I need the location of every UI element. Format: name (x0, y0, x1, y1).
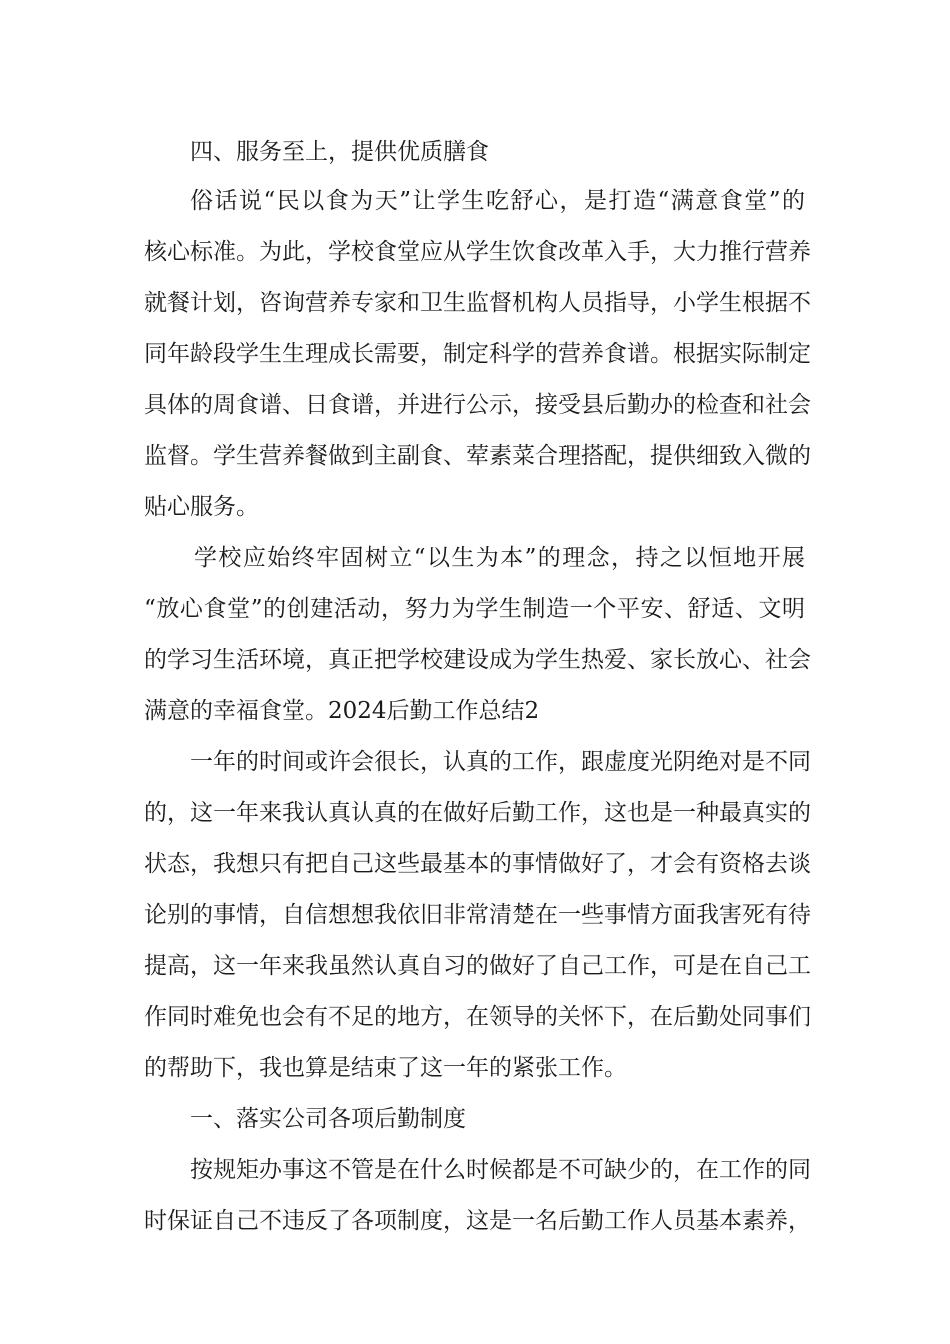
paragraph-line: 学校应始终牢固树立“以生为本”的理念，持之以恒地开展 (194, 545, 805, 571)
paragraph-line: 核心标准。为此，学校食堂应从学生饮食改革入手，大力推行营养 (144, 239, 811, 265)
section-heading-1: 一、落实公司各项后勤制度 (190, 1106, 466, 1132)
paragraph-line: 的学习生活环境，真正把学校建设成为学生热爱、家长放心、社会 (144, 647, 811, 673)
section-heading-4: 四、服务至上，提供优质膳食 (190, 139, 489, 165)
paragraph-line: 的帮助下，我也算是结束了这一年的紧张工作。 (144, 1055, 627, 1081)
paragraph-line: 贴心服务。 (144, 494, 259, 520)
paragraph-line: 监督。学生营养餐做到主副食、荤素菜合理搭配，提供细致入微的 (144, 443, 811, 469)
paragraph-line: 俗话说“民以食为天”让学生吃舒心，是打造“满意食堂”的 (190, 188, 805, 214)
paragraph-line: 按规矩办事这不管是在什么时候都是不可缺少的，在工作的同 (190, 1157, 811, 1183)
paragraph-line: 论别的事情，自信想想我依旧非常清楚在一些事情方面我害死有待 (144, 902, 811, 928)
paragraph-line: 提高，这一年来我虽然认真自习的做好了自己工作，可是在自己工 (144, 953, 811, 979)
paragraph-line: 状态，我想只有把自己这些最基本的事情做好了，才会有资格去谈 (144, 851, 811, 877)
paragraph-line: 就餐计划，咨询营养专家和卫生监督机构人员指导，小学生根据不 (144, 290, 811, 316)
paragraph-line: 同年龄段学生生理成长需要，制定科学的营养食谱。根据实际制定 (144, 341, 811, 367)
paragraph-line: 时保证自己不违反了各项制度，这是一名后勤工作人员基本素养， (144, 1208, 811, 1234)
paragraph-line: 一年的时间或许会很长，认真的工作，跟虚度光阴绝对是不同 (190, 749, 811, 775)
paragraph-line: 满意的幸福食堂。2024后勤工作总结2 (144, 698, 540, 724)
paragraph-line: “放心食堂”的创建活动，努力为学生制造一个平安、舒适、文明 (144, 596, 805, 622)
paragraph-line: 的，这一年来我认真认真的在做好后勤工作，这也是一种最真实的 (144, 800, 811, 826)
paragraph-line: 具体的周食谱、日食谱，并进行公示，接受县后勤办的检查和社会 (144, 392, 811, 418)
paragraph-line: 作同时难免也会有不足的地方，在领导的关怀下，在后勤处同事们 (144, 1004, 811, 1030)
